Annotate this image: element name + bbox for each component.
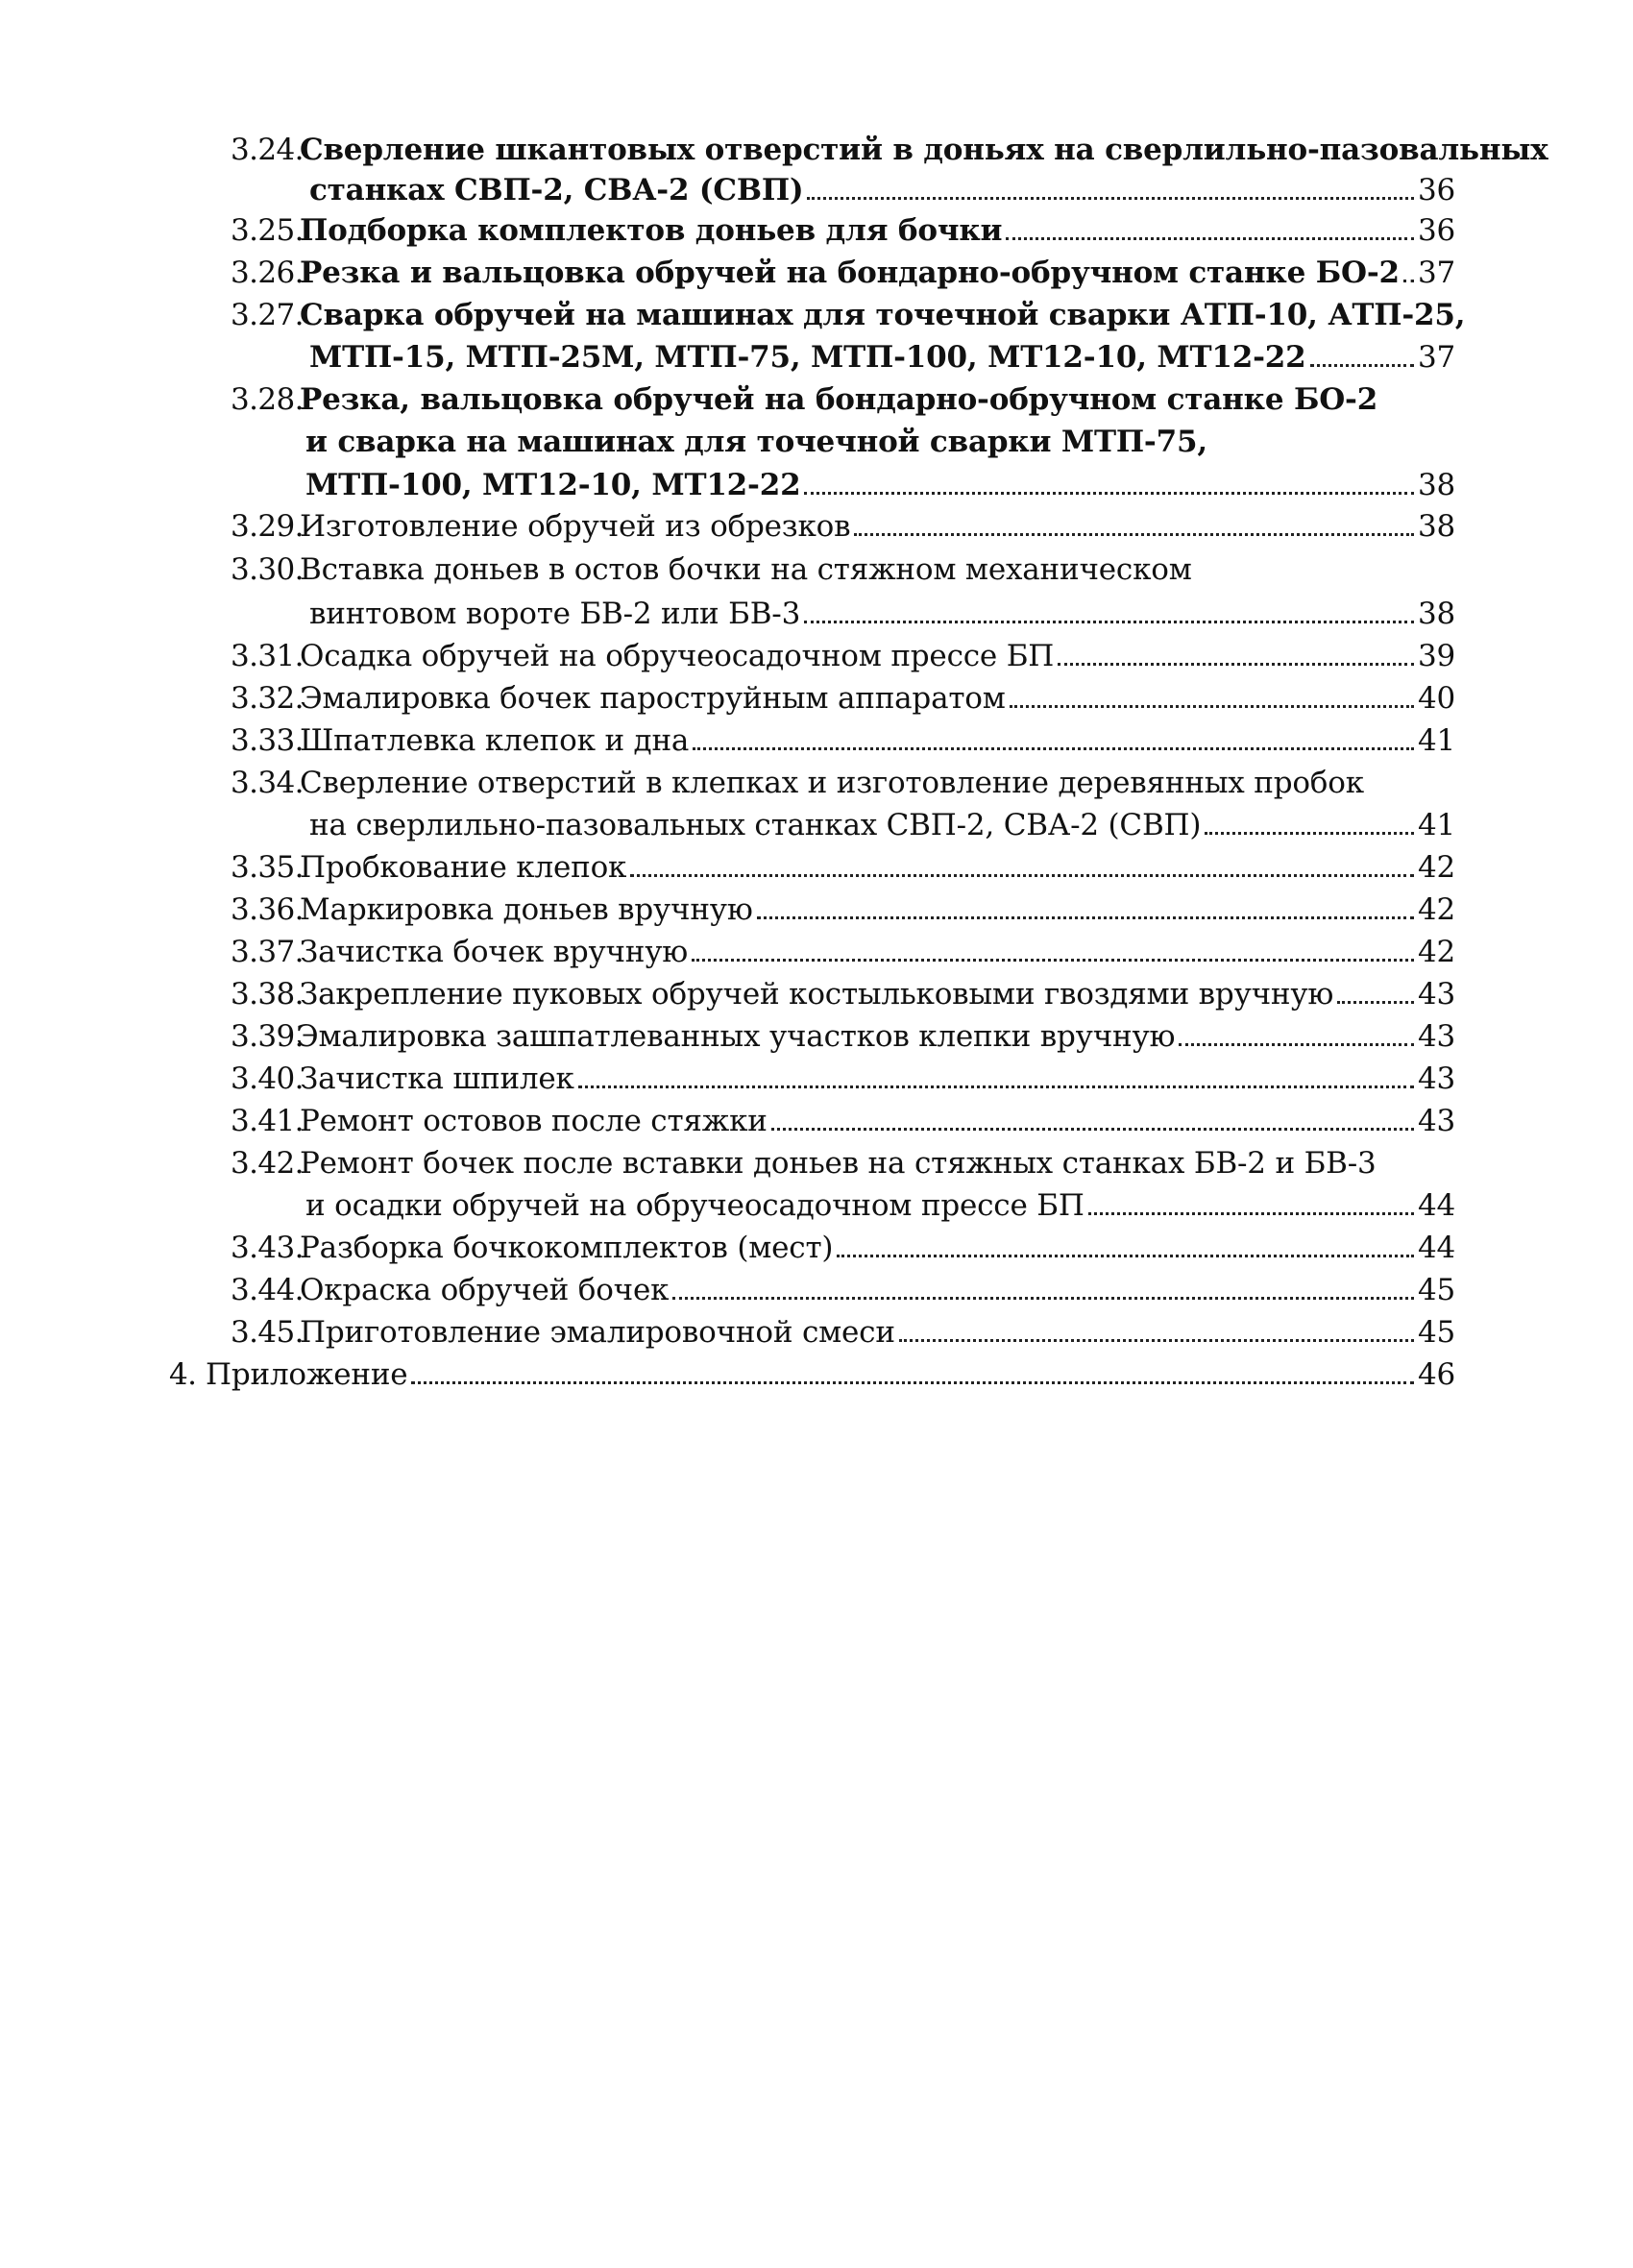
entry-title: Сверление отверстий в клепках и изготовление деревянных пробок xyxy=(300,766,1364,800)
page-number: 45 xyxy=(1418,1273,1456,1307)
toc-entry-3-31 xyxy=(231,629,1456,673)
entry-title: станках СВП-2, СВА-2 (СВП) xyxy=(309,173,804,207)
entry-title: Ремонт остовов после стяжки xyxy=(300,1104,768,1138)
dot-leader xyxy=(771,1120,1414,1131)
toc-entry-3-33 xyxy=(231,714,1456,758)
dot-leader xyxy=(693,740,1414,750)
page-number: 46 xyxy=(1418,1357,1456,1392)
entry-title: Окраска обручей бочек xyxy=(300,1273,670,1307)
dot-leader xyxy=(899,1331,1414,1342)
dot-leader xyxy=(692,951,1414,962)
toc-entry-3-39 xyxy=(231,1010,1456,1054)
entry-number: 3.45. xyxy=(231,1315,304,1350)
entry-number: 3.41. xyxy=(231,1104,304,1138)
entry-title: Изготовление обручей из обрезков xyxy=(300,509,851,544)
entry-number: 3.25. xyxy=(231,213,304,248)
dot-leader xyxy=(411,1374,1414,1384)
toc-entry-3-32 xyxy=(231,671,1456,716)
dot-leader xyxy=(578,1078,1414,1088)
entry-title: Эмалировка бочек пароструйным аппаратом xyxy=(300,681,1006,716)
toc-entry-3-24-cont xyxy=(309,163,1456,207)
page-number: 41 xyxy=(1418,723,1456,758)
toc-entry-3-40 xyxy=(231,1052,1456,1096)
page-number: 41 xyxy=(1418,808,1456,842)
dot-leader xyxy=(804,613,1414,623)
toc-entry-3-28 xyxy=(231,373,1450,415)
entry-title: на сверлильно-пазовальных станках СВП-2, СВА-2 (СВП) xyxy=(309,808,1202,842)
dot-leader xyxy=(854,525,1414,536)
page-number: 37 xyxy=(1418,256,1456,290)
toc-entry-3-37 xyxy=(231,925,1456,969)
entry-title: Разборка бочкокомплектов (мест) xyxy=(300,1231,834,1265)
entry-title: Зачистка шпилек xyxy=(300,1061,574,1096)
page-number: 42 xyxy=(1418,850,1456,885)
entry-title: Сверление шкантовых отверстий в доньях на сверлильно-пазовальных xyxy=(300,133,1548,167)
entry-title: Зачистка бочек вручную xyxy=(300,935,689,969)
page-number: 43 xyxy=(1418,1019,1456,1054)
page-number: 38 xyxy=(1418,597,1456,631)
entry-number: 3.32. xyxy=(231,681,304,716)
page-number: 43 xyxy=(1418,1061,1456,1096)
toc-entry-3-42 xyxy=(231,1136,1450,1179)
entry-title: Резка и вальцовка обручей на бондарно-обручном станке БО-2 xyxy=(300,256,1400,290)
dot-leader xyxy=(1006,230,1414,240)
entry-title: Приготовление эмалировочной смеси xyxy=(300,1315,895,1350)
entry-title: Сварка обручей на машинах для точечной сварки АТП-10, АТП-25, xyxy=(300,298,1466,332)
page-number: 38 xyxy=(1418,509,1456,544)
page-number: 39 xyxy=(1418,639,1456,673)
entry-title: Пробкование клепок xyxy=(300,850,627,885)
toc-entry-3-28-cont1 xyxy=(305,415,1450,457)
entry-title: Резка, вальцовка обручей на бондарно-обручном станке БО-2 xyxy=(300,382,1378,417)
entry-number: 4. xyxy=(169,1357,197,1392)
entry-number: 3.37. xyxy=(231,935,304,969)
toc-entry-3-29 xyxy=(231,500,1456,544)
entry-title: Ремонт бочек после вставки доньев на стяжных станках БВ-2 и БВ-3 xyxy=(300,1146,1377,1181)
entry-title: Маркировка доньев вручную xyxy=(300,892,753,927)
dot-leader xyxy=(1088,1205,1414,1215)
toc-entry-3-44 xyxy=(231,1263,1456,1307)
toc-entry-3-43 xyxy=(231,1221,1456,1265)
toc-entry-3-34 xyxy=(231,756,1450,798)
toc-entry-3-30 xyxy=(231,543,1450,585)
entry-title: и осадки обручей на обручеосадочном прессе БП xyxy=(305,1188,1085,1223)
toc-entry-3-36 xyxy=(231,883,1456,927)
page-number: 44 xyxy=(1418,1188,1456,1223)
toc-entry-4 xyxy=(169,1348,1456,1392)
toc-entry-3-28-cont2 xyxy=(305,458,1456,502)
entry-number: 3.31. xyxy=(231,639,304,673)
toc-entry-3-24 xyxy=(231,123,1548,167)
page-number: 36 xyxy=(1418,213,1456,248)
entry-number: 3.34. xyxy=(231,766,304,800)
dot-leader xyxy=(804,484,1414,495)
entry-title: Подборка комплектов доньев для бочки xyxy=(300,213,1003,248)
page-number: 38 xyxy=(1418,468,1456,502)
entry-number: 3.29. xyxy=(231,509,304,544)
entry-number: 3.30. xyxy=(231,552,304,587)
dot-leader xyxy=(1058,655,1414,666)
dot-leader xyxy=(837,1247,1414,1257)
page-number: 40 xyxy=(1418,681,1456,716)
entry-number: 3.42. xyxy=(231,1146,304,1181)
toc-entry-3-30-cont xyxy=(309,587,1456,631)
entry-number: 3.40. xyxy=(231,1061,304,1096)
toc-entry-3-26 xyxy=(231,246,1456,290)
dot-leader xyxy=(1310,356,1414,367)
entry-number: 3.36. xyxy=(231,892,304,927)
entry-title: Вставка доньев в остов бочки на стяжном механическом xyxy=(300,552,1192,587)
toc-entry-3-42-cont xyxy=(305,1179,1456,1223)
toc-entry-3-34-cont xyxy=(309,798,1456,842)
entry-number: 3.28. xyxy=(231,382,304,417)
toc-entry-3-45 xyxy=(231,1305,1456,1350)
dot-leader xyxy=(757,909,1414,919)
page-number: 43 xyxy=(1418,1104,1456,1138)
entry-number: 3.39. xyxy=(231,1019,304,1054)
page-number: 45 xyxy=(1418,1315,1456,1350)
dot-leader xyxy=(1205,824,1414,835)
page-number: 42 xyxy=(1418,935,1456,969)
entry-number: 3.33. xyxy=(231,723,304,758)
entry-title: Приложение xyxy=(206,1357,408,1392)
entry-number: 3.35. xyxy=(231,850,304,885)
toc-entry-3-41 xyxy=(231,1094,1456,1138)
entry-title: МТП-100, МТ12-10, МТ12-22 xyxy=(305,468,801,502)
page-number: 37 xyxy=(1418,340,1456,375)
dot-leader xyxy=(1179,1036,1414,1046)
dot-leader xyxy=(1010,697,1414,708)
entry-title: Эмалировка зашпатлеванных участков клепки вручную xyxy=(296,1019,1176,1054)
entry-number: 3.38. xyxy=(231,977,304,1012)
dot-leader xyxy=(1337,993,1414,1004)
toc-entry-3-27 xyxy=(231,288,1466,332)
entry-number: 3.24. xyxy=(231,133,304,167)
page-number: 42 xyxy=(1418,892,1456,927)
dot-leader xyxy=(1403,272,1414,282)
entry-number: 3.43. xyxy=(231,1231,304,1265)
page-number: 43 xyxy=(1418,977,1456,1012)
page-number: 44 xyxy=(1418,1231,1456,1265)
entry-number: 3.44. xyxy=(231,1273,304,1307)
dot-leader xyxy=(672,1289,1414,1300)
toc-entry-3-27-cont xyxy=(309,330,1456,375)
entry-title: МТП-15, МТП-25М, МТП-75, МТП-100, МТ12-10, МТ12-22 xyxy=(309,340,1306,375)
entry-number: 3.26. xyxy=(231,256,304,290)
entry-title: Закрепление пуковых обручей костыльковыми гвоздями вручную xyxy=(300,977,1334,1012)
entry-title: винтовом вороте БВ-2 или БВ-3 xyxy=(309,597,801,631)
entry-title: и сварка на машинах для точечной сварки МТП-75, xyxy=(305,425,1207,459)
dot-leader xyxy=(630,866,1414,877)
entry-number: 3.27. xyxy=(231,298,304,332)
entry-title: Шпатлевка клепок и дна xyxy=(300,723,690,758)
toc-entry-3-25 xyxy=(231,204,1456,248)
toc-entry-3-35 xyxy=(231,841,1456,885)
dot-leader xyxy=(807,189,1414,200)
toc-entry-3-38 xyxy=(231,967,1456,1012)
entry-title: Осадка обручей на обручеосадочном прессе БП xyxy=(300,639,1055,673)
page-number: 36 xyxy=(1418,173,1456,207)
